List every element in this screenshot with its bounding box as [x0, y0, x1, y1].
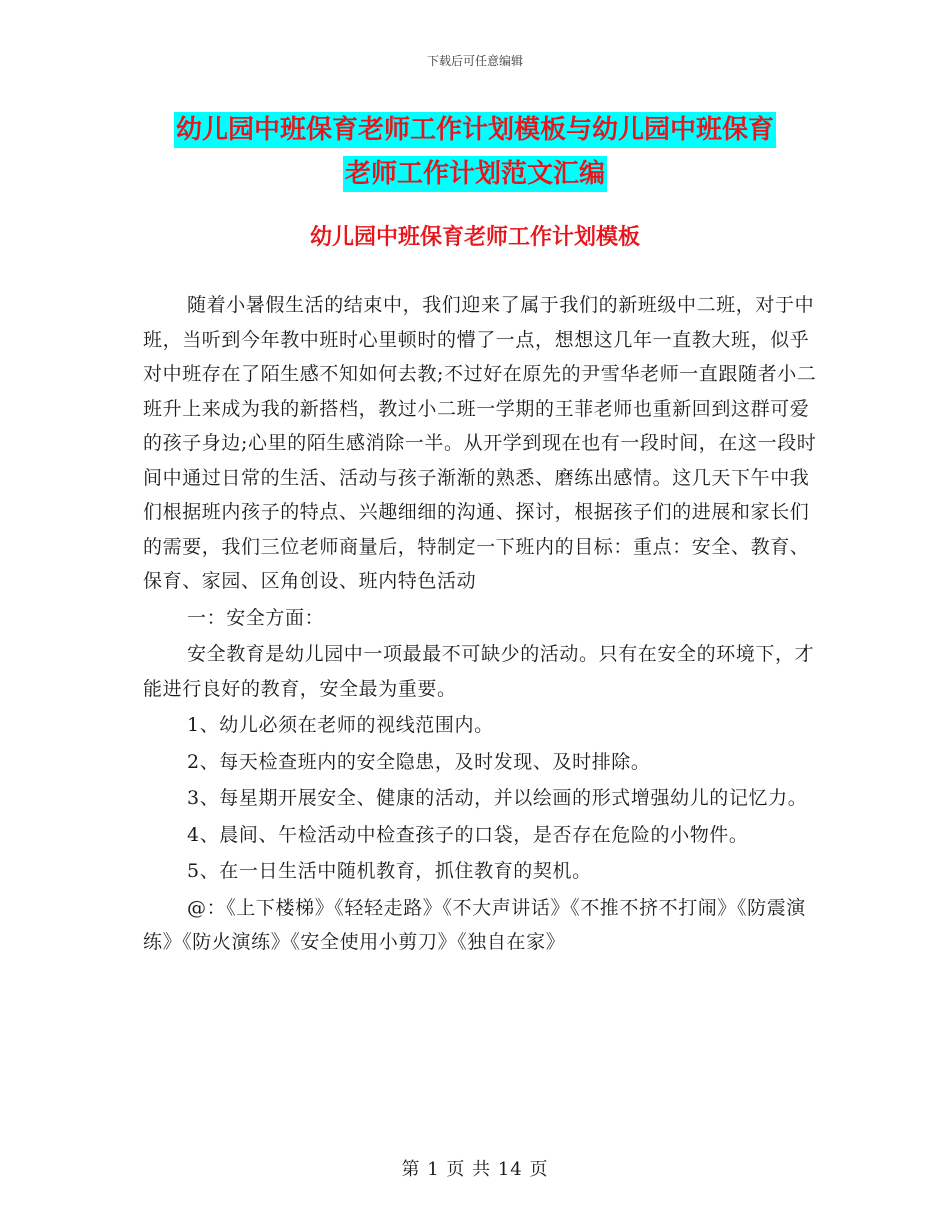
list-item-1: 1、幼儿必须在老师的视线范围内。	[187, 714, 494, 736]
list-item-5: 5、在一日生活中随机教育，抓住教育的契机。	[187, 860, 592, 882]
page-number: 第 1 页 共 14 页	[401, 1159, 549, 1180]
section-title: 幼儿园中班保育老师工作计划模板	[309, 225, 640, 250]
list-item-4: 4、晨间、午检活动中检查孩子的口袋，是否存在危险的小物件。	[187, 823, 749, 846]
list-item-3: 3、每星期开展安全、健康的活动，并以绘画的形式增强幼儿的记忆力。	[187, 787, 808, 809]
paragraph-heading-safety: 一：安全方面：	[187, 606, 325, 629]
page-header-note: 下载后可任意编辑	[426, 54, 523, 68]
paragraph-intro: 随着小暑假生活的结束中，我们迎来了属于我们的新班级中二班，对于中班，当听到今年教中班时心里顿时的懵了一点，想想这几年一直教大班，似乎对中班存在了陌生感不知如何去教;不过好在原先的尹雪华老师一直跟随者小二班升上来成为我的新搭档，教过小二班一学期的王菲老师也重新回到这群可爱的孩子身边;心里的陌生感消除一半。从开学到现在也有一段时间，在这一段时间中通过日常的生活、活动与孩子渐渐的熟悉、磨练出感情。这几天下午中我们根据班内孩子的特点、兴趣细细的沟通、探讨，根据孩子们的进展和家长们的需要，我们三位老师商量后，特制定一下班内的目标：重点：安全、教育、保育、家园、区角创设、班内特色活动	[143, 294, 817, 592]
paragraph-safety-intro: 安全教育是幼儿园中一项最最不可缺少的活动。只有在安全的环境下，才能进行良好的教育，安全最为重要。	[143, 643, 815, 700]
paragraph-activities: @：《上下楼梯》《轻轻走路》《不大声讲话》《不推不挤不打闹》《防震演练》《防火演练》《安全使用小剪刀》《独自在家》	[143, 896, 806, 953]
document-title	[140, 108, 810, 196]
document-body	[143, 288, 823, 960]
list-item-2: 2、每天检查班内的安全隐患，及时发现、及时排除。	[187, 750, 651, 773]
document-title-line-1: 幼儿园中班保育老师工作计划模板与幼儿园中班保育	[174, 112, 776, 148]
document-title-line-2: 老师工作计划范文汇编	[343, 156, 607, 192]
